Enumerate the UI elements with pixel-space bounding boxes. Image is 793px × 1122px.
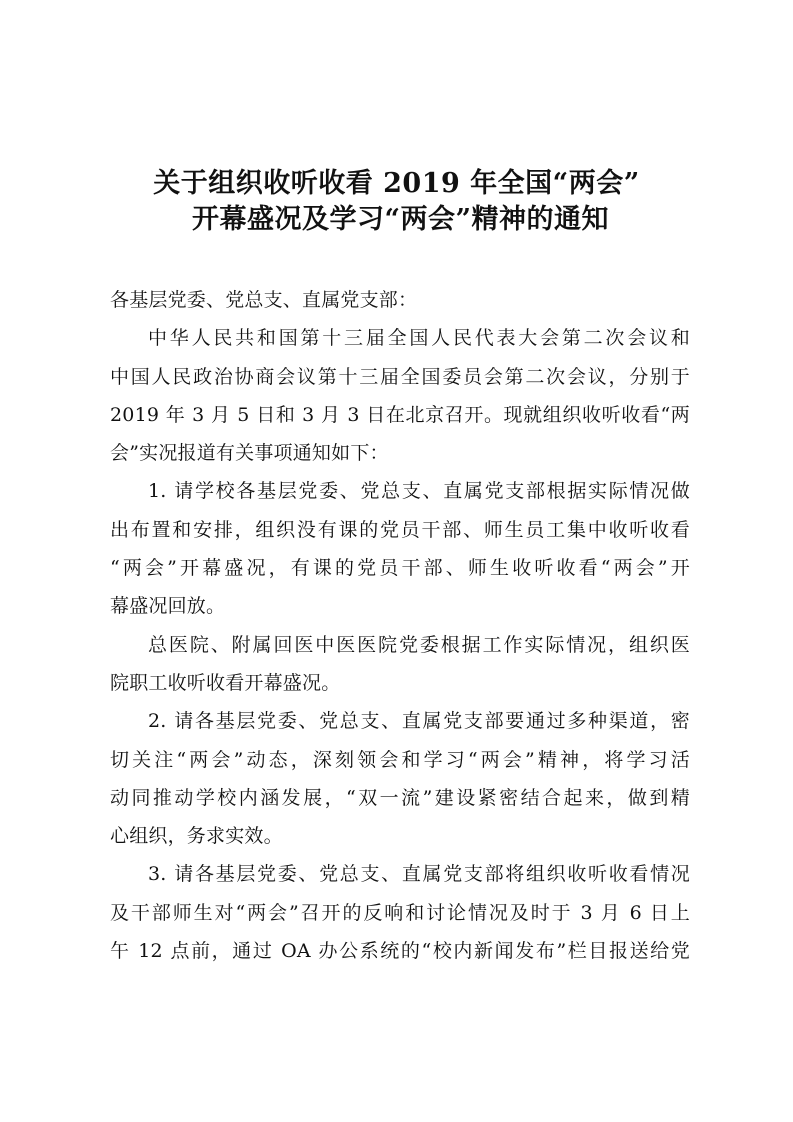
paragraph-line: 2019 年 3 月 5 日和 3 月 3 日在北京召开。现就组织收听收看“两 bbox=[110, 403, 690, 426]
paragraph-item-3 bbox=[110, 855, 690, 970]
paragraph-intro bbox=[110, 319, 690, 472]
paragraph-line: 中国人民政治协商会议第十三届全国委员会第二次会议，分别于 bbox=[110, 365, 690, 388]
paragraph-line: 会”实况报道有关事项通知如下： bbox=[110, 442, 389, 465]
document-title bbox=[0, 166, 793, 238]
paragraph-item-2 bbox=[110, 702, 690, 855]
paragraph-line: 切关注“两会”动态，深刻领会和学习“两会”精神，将学习活 bbox=[110, 748, 690, 771]
paragraph-hospital bbox=[110, 626, 690, 703]
paragraph-line: 院职工收听收看开幕盛况。 bbox=[110, 671, 341, 694]
paragraph-item-1 bbox=[110, 472, 690, 625]
paragraph-line: “两会”开幕盛况，有课的党员干部、师生收听收看“两会”开 bbox=[110, 557, 690, 580]
paragraph-line: 出布置和安排，组织没有课的党员干部、师生员工集中收听收看 bbox=[110, 518, 690, 541]
paragraph-line: 总医院、附属回医中医医院党委根据工作实际情况，组织医 bbox=[148, 633, 690, 656]
title-line-2: 开幕盛况及学习“两会”精神的通知 bbox=[191, 204, 610, 235]
paragraph-line: 及干部师生对“两会”召开的反响和讨论情况及时于 3 月 6 日上 bbox=[110, 901, 690, 924]
document-body bbox=[110, 281, 690, 970]
paragraph-line: 动同推动学校内涵发展，“双一流”建设紧密结合起来，做到精 bbox=[110, 786, 690, 809]
paragraph-line: 3. 请各基层党委、党总支、直属党支部将组织收听收看情况 bbox=[148, 863, 690, 886]
paragraph-line: 幕盛况回放。 bbox=[110, 595, 226, 618]
salutation: 各基层党委、党总支、直属党支部： bbox=[110, 289, 418, 311]
paragraph-line: 中华人民共和国第十三届全国人民代表大会第二次会议和 bbox=[148, 327, 690, 350]
paragraph-line: 心组织，务求实效。 bbox=[110, 825, 283, 848]
title-line-1: 关于组织收听收看 2019 年全国“两会” bbox=[153, 168, 640, 199]
paragraph-line: 午 12 点前，通过 OA 办公系统的“校内新闻发布”栏目报送给党 bbox=[110, 940, 690, 963]
paragraph-line: 2. 请各基层党委、党总支、直属党支部要通过多种渠道，密 bbox=[148, 710, 690, 733]
paragraph-line: 1. 请学校各基层党委、党总支、直属党支部根据实际情况做 bbox=[148, 480, 690, 503]
